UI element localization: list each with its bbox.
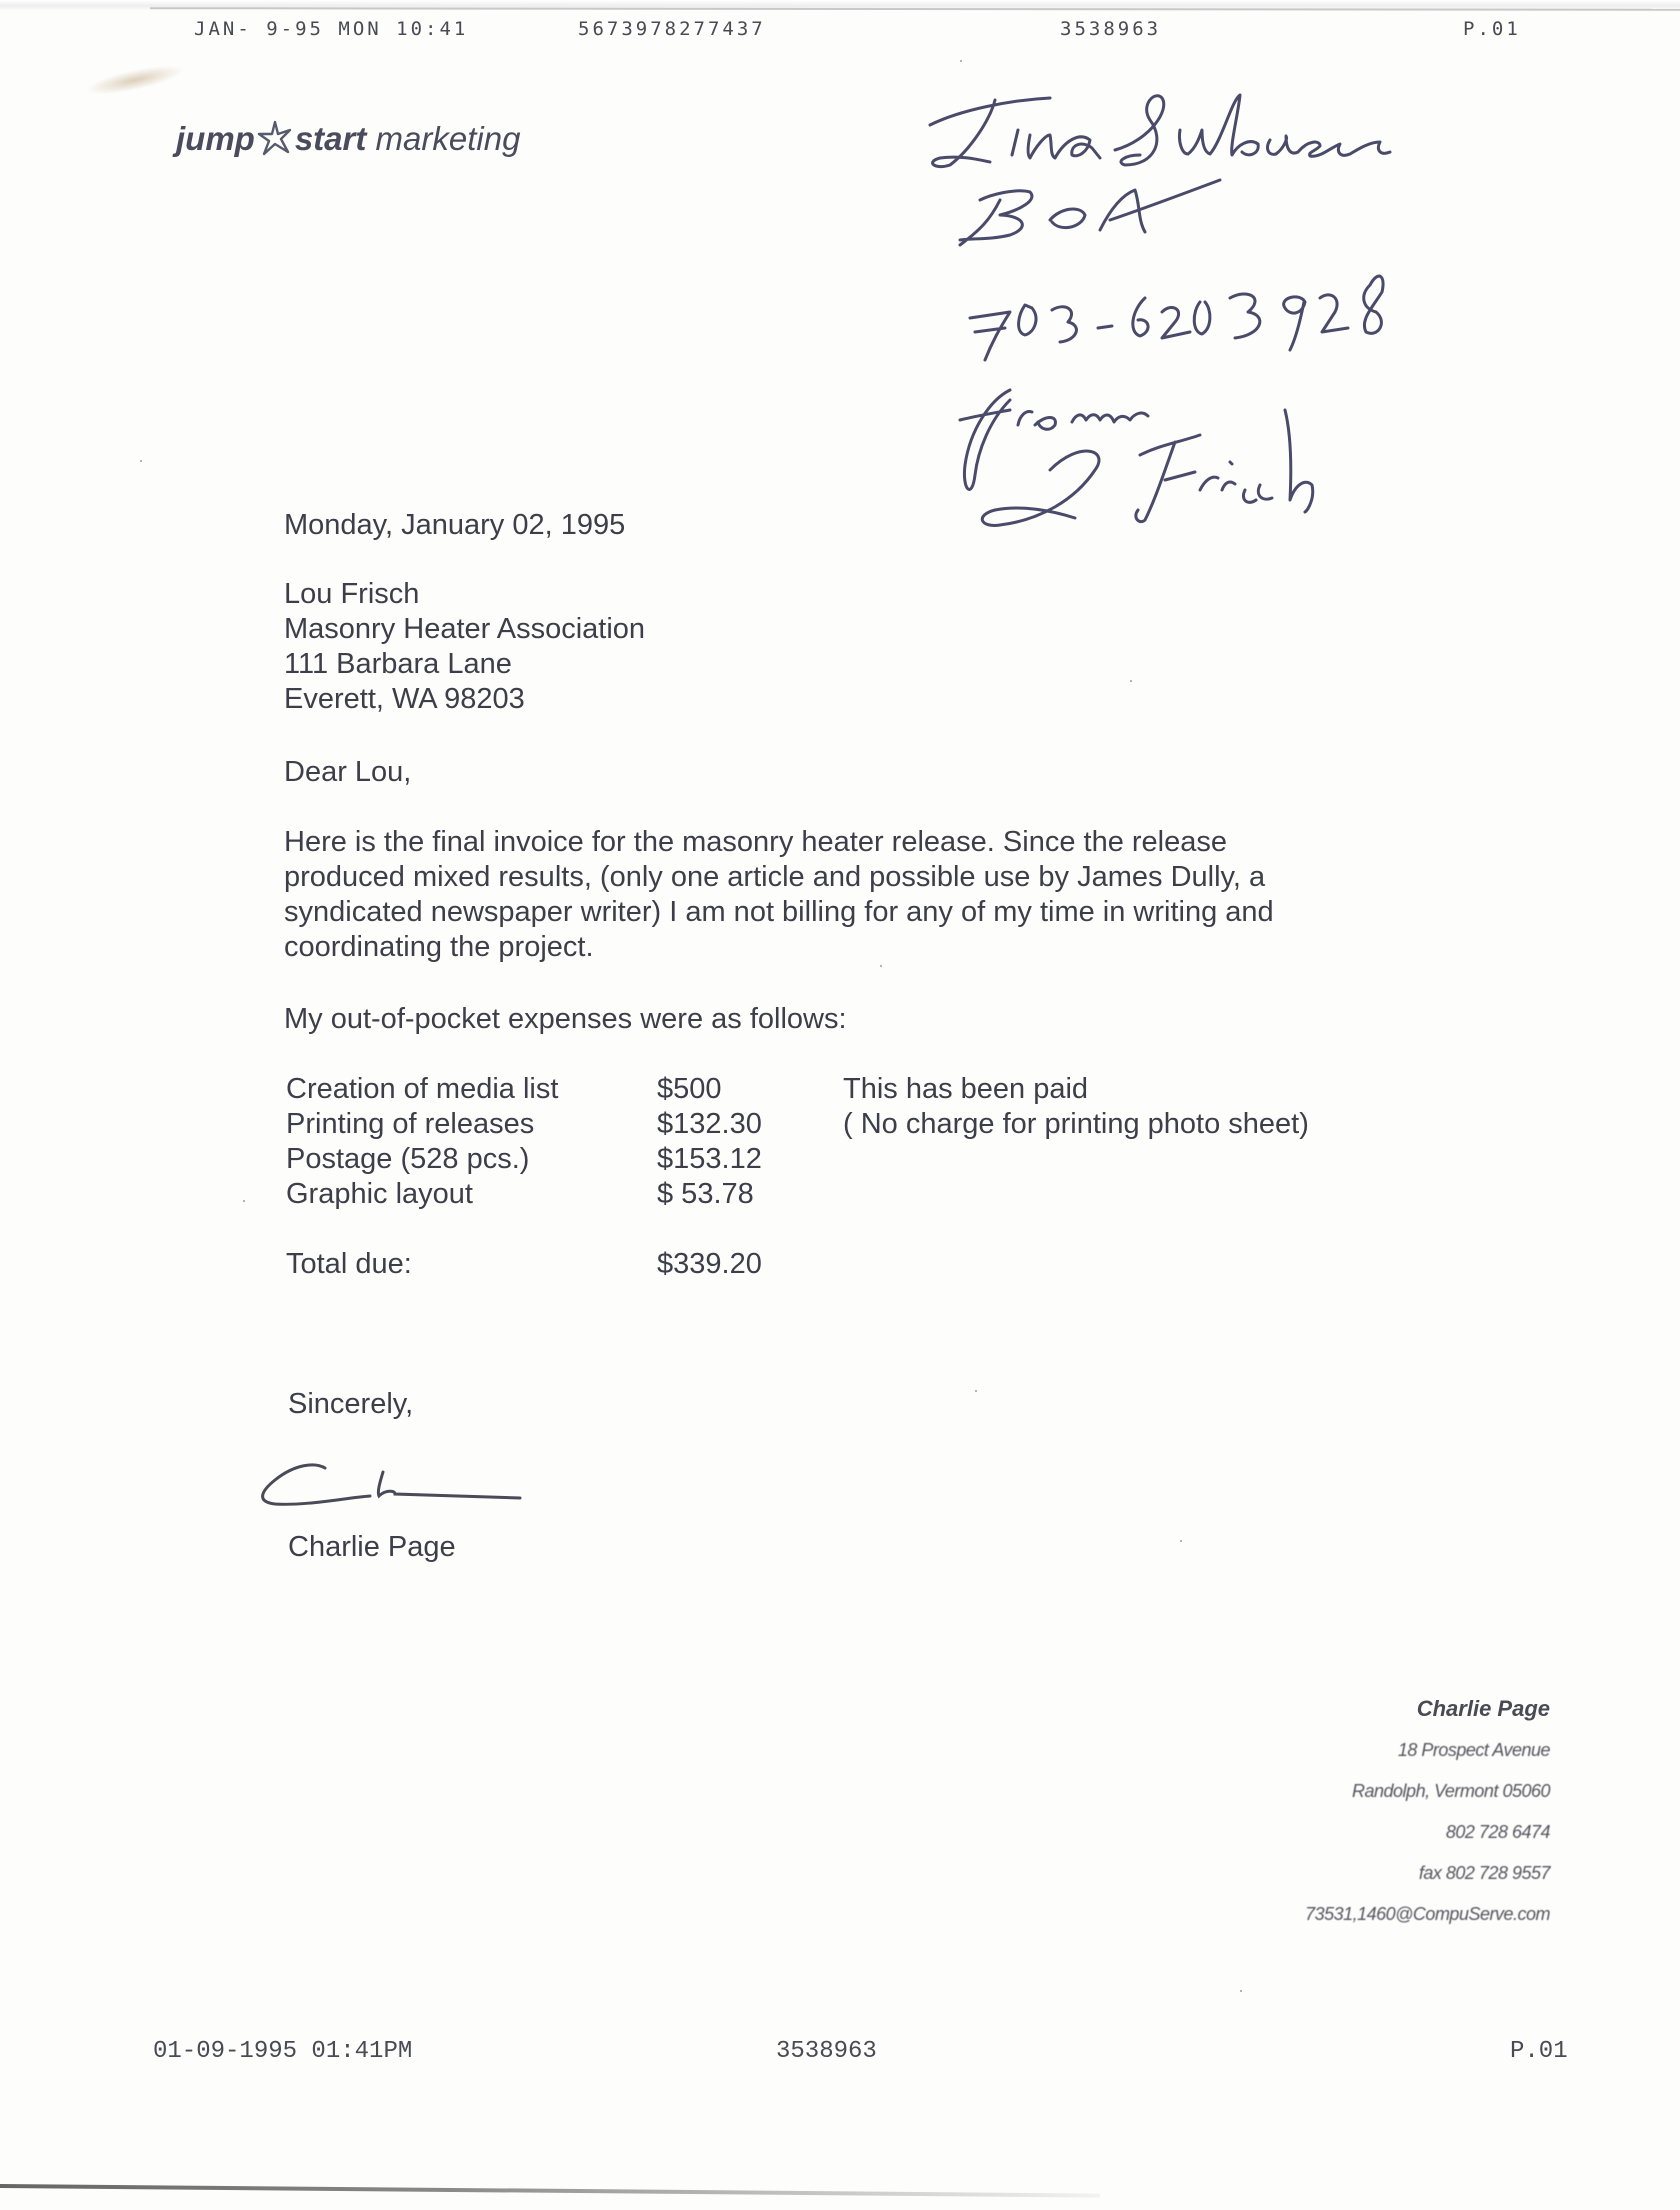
salutation: Dear Lou, (284, 756, 412, 788)
star-icon (257, 120, 293, 156)
contact-address-line2: Randolph, Vermont 05060 (1352, 1781, 1550, 1801)
recipient-city-state-zip: Everett, WA 98203 (284, 683, 525, 715)
logo-text-marketing: marketing (375, 120, 521, 157)
company-logo (176, 120, 520, 158)
fax-header-sender-number: 5673978277437 (578, 18, 766, 40)
contact-address-line1: 18 Prospect Avenue (1397, 1740, 1550, 1760)
expense-item: Postage (528 pcs.) (286, 1143, 530, 1175)
scan-speck (975, 1390, 977, 1392)
fax-footer-datetime: 01-09-1995 01:41PM (153, 2038, 413, 2065)
scan-speck (1180, 1540, 1182, 1542)
total-label: Total due: (286, 1248, 412, 1280)
letter-body (284, 825, 1384, 965)
logo-text-start: start (294, 120, 367, 157)
body-line: Here is the final invoice for the masonry heater release. Since the release (284, 826, 1227, 858)
body-line: syndicated newspaper writer) I am not billing for any of my time in writing and (284, 896, 1274, 928)
expense-amount: $132.30 (657, 1108, 762, 1140)
letter-date: Monday, January 02, 1995 (284, 509, 626, 541)
scan-speck (880, 965, 882, 967)
scan-smudge (84, 60, 186, 100)
signer-name: Charlie Page (288, 1531, 456, 1563)
scan-speck (243, 1200, 245, 1202)
scan-speck (140, 460, 142, 462)
expense-amount: $153.12 (657, 1143, 762, 1175)
signature (255, 1460, 535, 1520)
expense-note: ( No charge for printing photo sheet) (843, 1108, 1309, 1140)
fax-footer-job-id: 3538963 (776, 2038, 877, 2065)
expense-note: This has been paid (843, 1073, 1089, 1105)
total-amount: $339.20 (657, 1248, 762, 1280)
fax-header-job-id: 3538963 (1060, 18, 1162, 40)
logo-text-jump: jump (176, 120, 255, 157)
fax-header-datetime: JAN- 9-95 MON 10:41 (194, 18, 469, 40)
expense-item: Printing of releases (286, 1108, 535, 1140)
expense-amount: $500 (657, 1073, 722, 1105)
expense-amount: $ 53.78 (657, 1178, 754, 1210)
contact-name: Charlie Page (1416, 1696, 1550, 1721)
recipient-name: Lou Frisch (284, 578, 420, 610)
closing: Sincerely, (288, 1388, 414, 1420)
scan-bottom-edge (0, 2184, 1100, 2198)
fax-footer-page: P.01 (1510, 2038, 1568, 2065)
scan-speck (960, 60, 962, 62)
contact-phone: 802 728 6474 (1445, 1822, 1550, 1842)
expenses-intro: My out-of-pocket expenses were as follows: (284, 1003, 847, 1035)
scan-top-rule (150, 7, 1680, 11)
fax-header-page: P.01 (1463, 18, 1521, 40)
body-line: coordinating the project. (284, 931, 594, 963)
scan-speck (1240, 1990, 1242, 1992)
recipient-street: 111 Barbara Lane (284, 648, 512, 680)
expense-item: Creation of media list (286, 1073, 559, 1105)
handwritten-note (900, 70, 1450, 550)
expense-item: Graphic layout (286, 1178, 473, 1210)
body-line: produced mixed results, (only one article and possible use by James Dully, a (284, 861, 1266, 893)
recipient-organization: Masonry Heater Association (284, 613, 646, 645)
contact-fax: fax 802 728 9557 (1418, 1863, 1550, 1883)
scan-speck (1130, 680, 1132, 682)
contact-email: 73531,1460@CompuServe.com (1305, 1904, 1550, 1924)
